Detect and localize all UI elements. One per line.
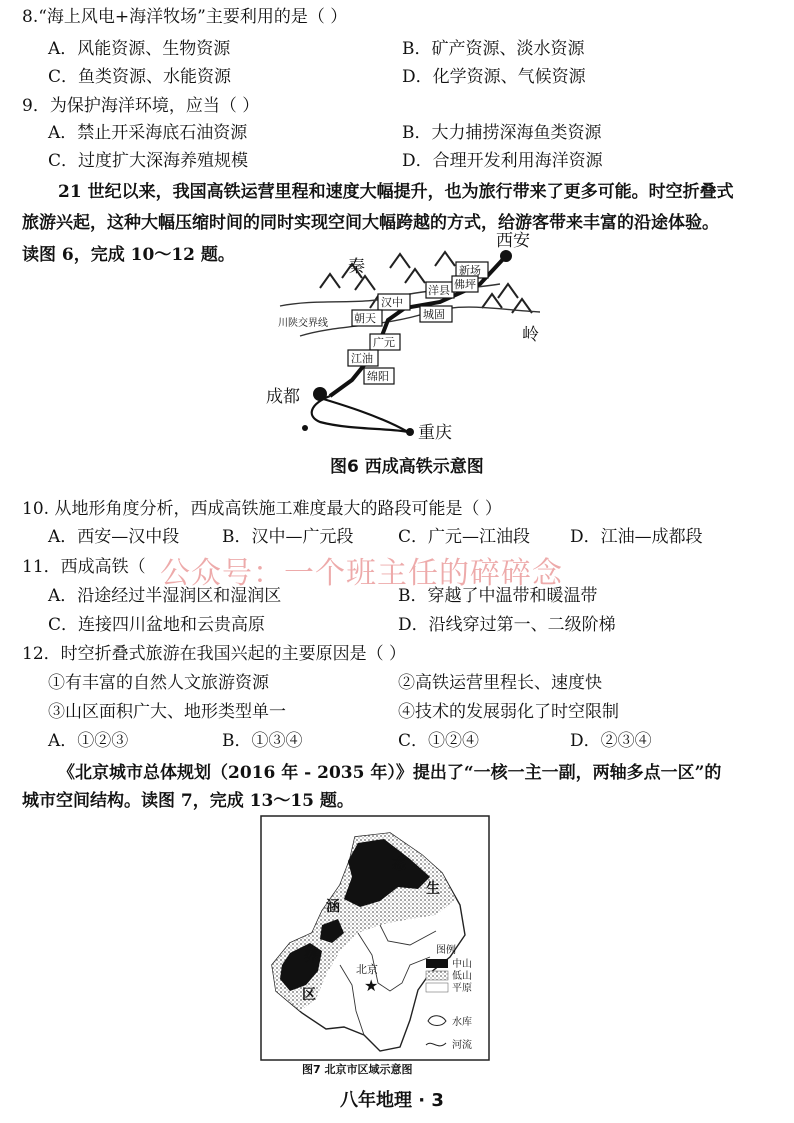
legend-swatch-lowhill — [426, 971, 448, 980]
label-xinchang: 新场 — [459, 264, 481, 277]
legend-river: 河流 — [452, 1040, 472, 1051]
chongqing-dot — [406, 428, 414, 436]
figure6-caption: 图6 西成高铁示意图 — [330, 457, 484, 477]
label-chongqing: 重庆 — [418, 423, 452, 443]
q12-statement-1: ①有丰富的自然人文旅游资源 — [48, 673, 269, 693]
figure7-caption: 图7 北京市区域示意图 — [302, 1063, 413, 1076]
railway-chongqing — [312, 396, 408, 432]
label-yangxian: 洋县 — [428, 284, 450, 297]
q8-option-c: C．鱼类资源、水能资源 — [48, 67, 232, 87]
passage2-line2: 城市空间结构。读图 7，完成 13～15 题。 — [22, 791, 354, 811]
label-xian: 西安 — [496, 231, 530, 251]
label-ling: 岭 — [522, 325, 539, 345]
q12-option-a: A．①②③ — [48, 731, 129, 751]
q10-option-a: A．西安—汉中段 — [48, 527, 180, 547]
label-mianyang: 绵阳 — [367, 370, 389, 383]
beijing-star-icon: ★ — [364, 976, 379, 995]
xian-dot — [500, 250, 512, 262]
label-guangyuan: 广元 — [373, 336, 395, 349]
q12-option-c: C．①②④ — [398, 731, 480, 751]
region-char-2: 生 — [426, 881, 440, 897]
q12-statement-2: ②高铁运营里程长、速度快 — [398, 673, 602, 693]
legend-title: 图例 — [436, 945, 456, 956]
q8-option-a: A．风能资源、生物资源 — [48, 39, 231, 59]
chengdu-dot — [313, 387, 327, 401]
q11-option-c: C．连接四川盆地和云贵高原 — [48, 615, 266, 635]
region-char-3: 涵 — [326, 899, 340, 915]
figure6-rail-map — [260, 228, 560, 448]
q12-stem: 12．时空折叠式旅游在我国兴起的主要原因是（ ） — [22, 644, 407, 664]
q12-statement-3: ③山区面积广大、地形类型单一 — [48, 702, 286, 722]
q9-option-b: B．大力捕捞深海鱼类资源 — [402, 123, 602, 143]
q12-statement-4: ④技术的发展弱化了时空限制 — [398, 702, 619, 722]
q9-option-d: D．合理开发利用海洋资源 — [402, 151, 603, 171]
q11-stem: 11．西成高铁（ — [22, 557, 146, 577]
q8-stem: 8.“海上风电+海洋牧场”主要利用的是（ ） — [22, 7, 348, 27]
q9-option-c: C．过度扩大深海养殖规模 — [48, 151, 249, 171]
page-footer: 八年地理 · 3 — [340, 1090, 444, 1111]
legend-plain: 平原 — [452, 983, 472, 994]
label-jiangyou: 江油 — [351, 352, 373, 365]
q12-option-d: D．②③④ — [570, 731, 652, 751]
passage1-line2: 旅游兴起，这种大幅压缩时间的同时实现空间大幅跨越的方式，给游客带来丰富的沿途体验。 — [22, 213, 719, 233]
watermark-text: 公众号：一个班主任的碎碎念 — [160, 556, 563, 591]
q12-option-b: B．①③④ — [222, 731, 303, 751]
q11-option-b: B．穿越了中温带和暖温带 — [398, 586, 598, 606]
passage2-line1: 《北京城市总体规划（2016 年 - 2035 年）》提出了“一核一主一副，两轴多点一区”的 — [58, 763, 722, 783]
legend-reservoir: 水库 — [452, 1017, 472, 1028]
label-foping: 佛坪 — [454, 278, 476, 291]
q10-option-c: C．广元—江油段 — [398, 527, 531, 547]
q11-option-d: D．沿线穿过第一、二级阶梯 — [398, 615, 616, 635]
q9-stem: 9．为保护海洋环境，应当（ ） — [22, 96, 260, 116]
q11-option-a: A．沿途经过半湿润区和湿润区 — [48, 586, 282, 606]
legend-lowhill: 低山 — [452, 971, 472, 982]
label-hanzhong: 汉中 — [381, 296, 403, 309]
passage1-line1: 21 世纪以来，我国高铁运营里程和速度大幅提升，也为旅行带来了更多可能。时空折叠式 — [58, 182, 734, 202]
legend-swatch-plain — [426, 983, 448, 992]
railway-chongqing-2 — [320, 398, 408, 432]
q8-option-b: B．矿产资源、淡水资源 — [402, 39, 585, 59]
south-dot — [302, 425, 308, 431]
q8-option-d: D．化学资源、气候资源 — [402, 67, 586, 87]
label-border: 川陕交界线 — [278, 318, 328, 329]
q10-option-d: D．江油—成都段 — [570, 527, 703, 547]
label-chenggu: 城固 — [423, 308, 445, 321]
legend-swatch-midmountain — [426, 959, 448, 968]
label-chengdu: 成都 — [266, 387, 300, 407]
region-char-1: 态 — [392, 857, 406, 873]
q9-option-a: A．禁止开采海底石油资源 — [48, 123, 248, 143]
q10-stem: 10. 从地形角度分析，西成高铁施工难度最大的路段可能是（ ） — [22, 499, 502, 519]
region-char-4: 养 — [304, 949, 318, 965]
region-char-5: 区 — [302, 987, 316, 1003]
label-chaotian: 朝天 — [354, 312, 376, 325]
label-beijing: 北京 — [356, 963, 378, 976]
q10-option-b: B．汉中—广元段 — [222, 527, 354, 547]
figure7-beijing-map — [260, 815, 490, 1077]
passage1-line3: 读图 6，完成 10～12 题。 — [22, 245, 235, 265]
label-qin: 秦 — [348, 257, 365, 277]
legend-midmountain: 中山 — [452, 959, 472, 970]
